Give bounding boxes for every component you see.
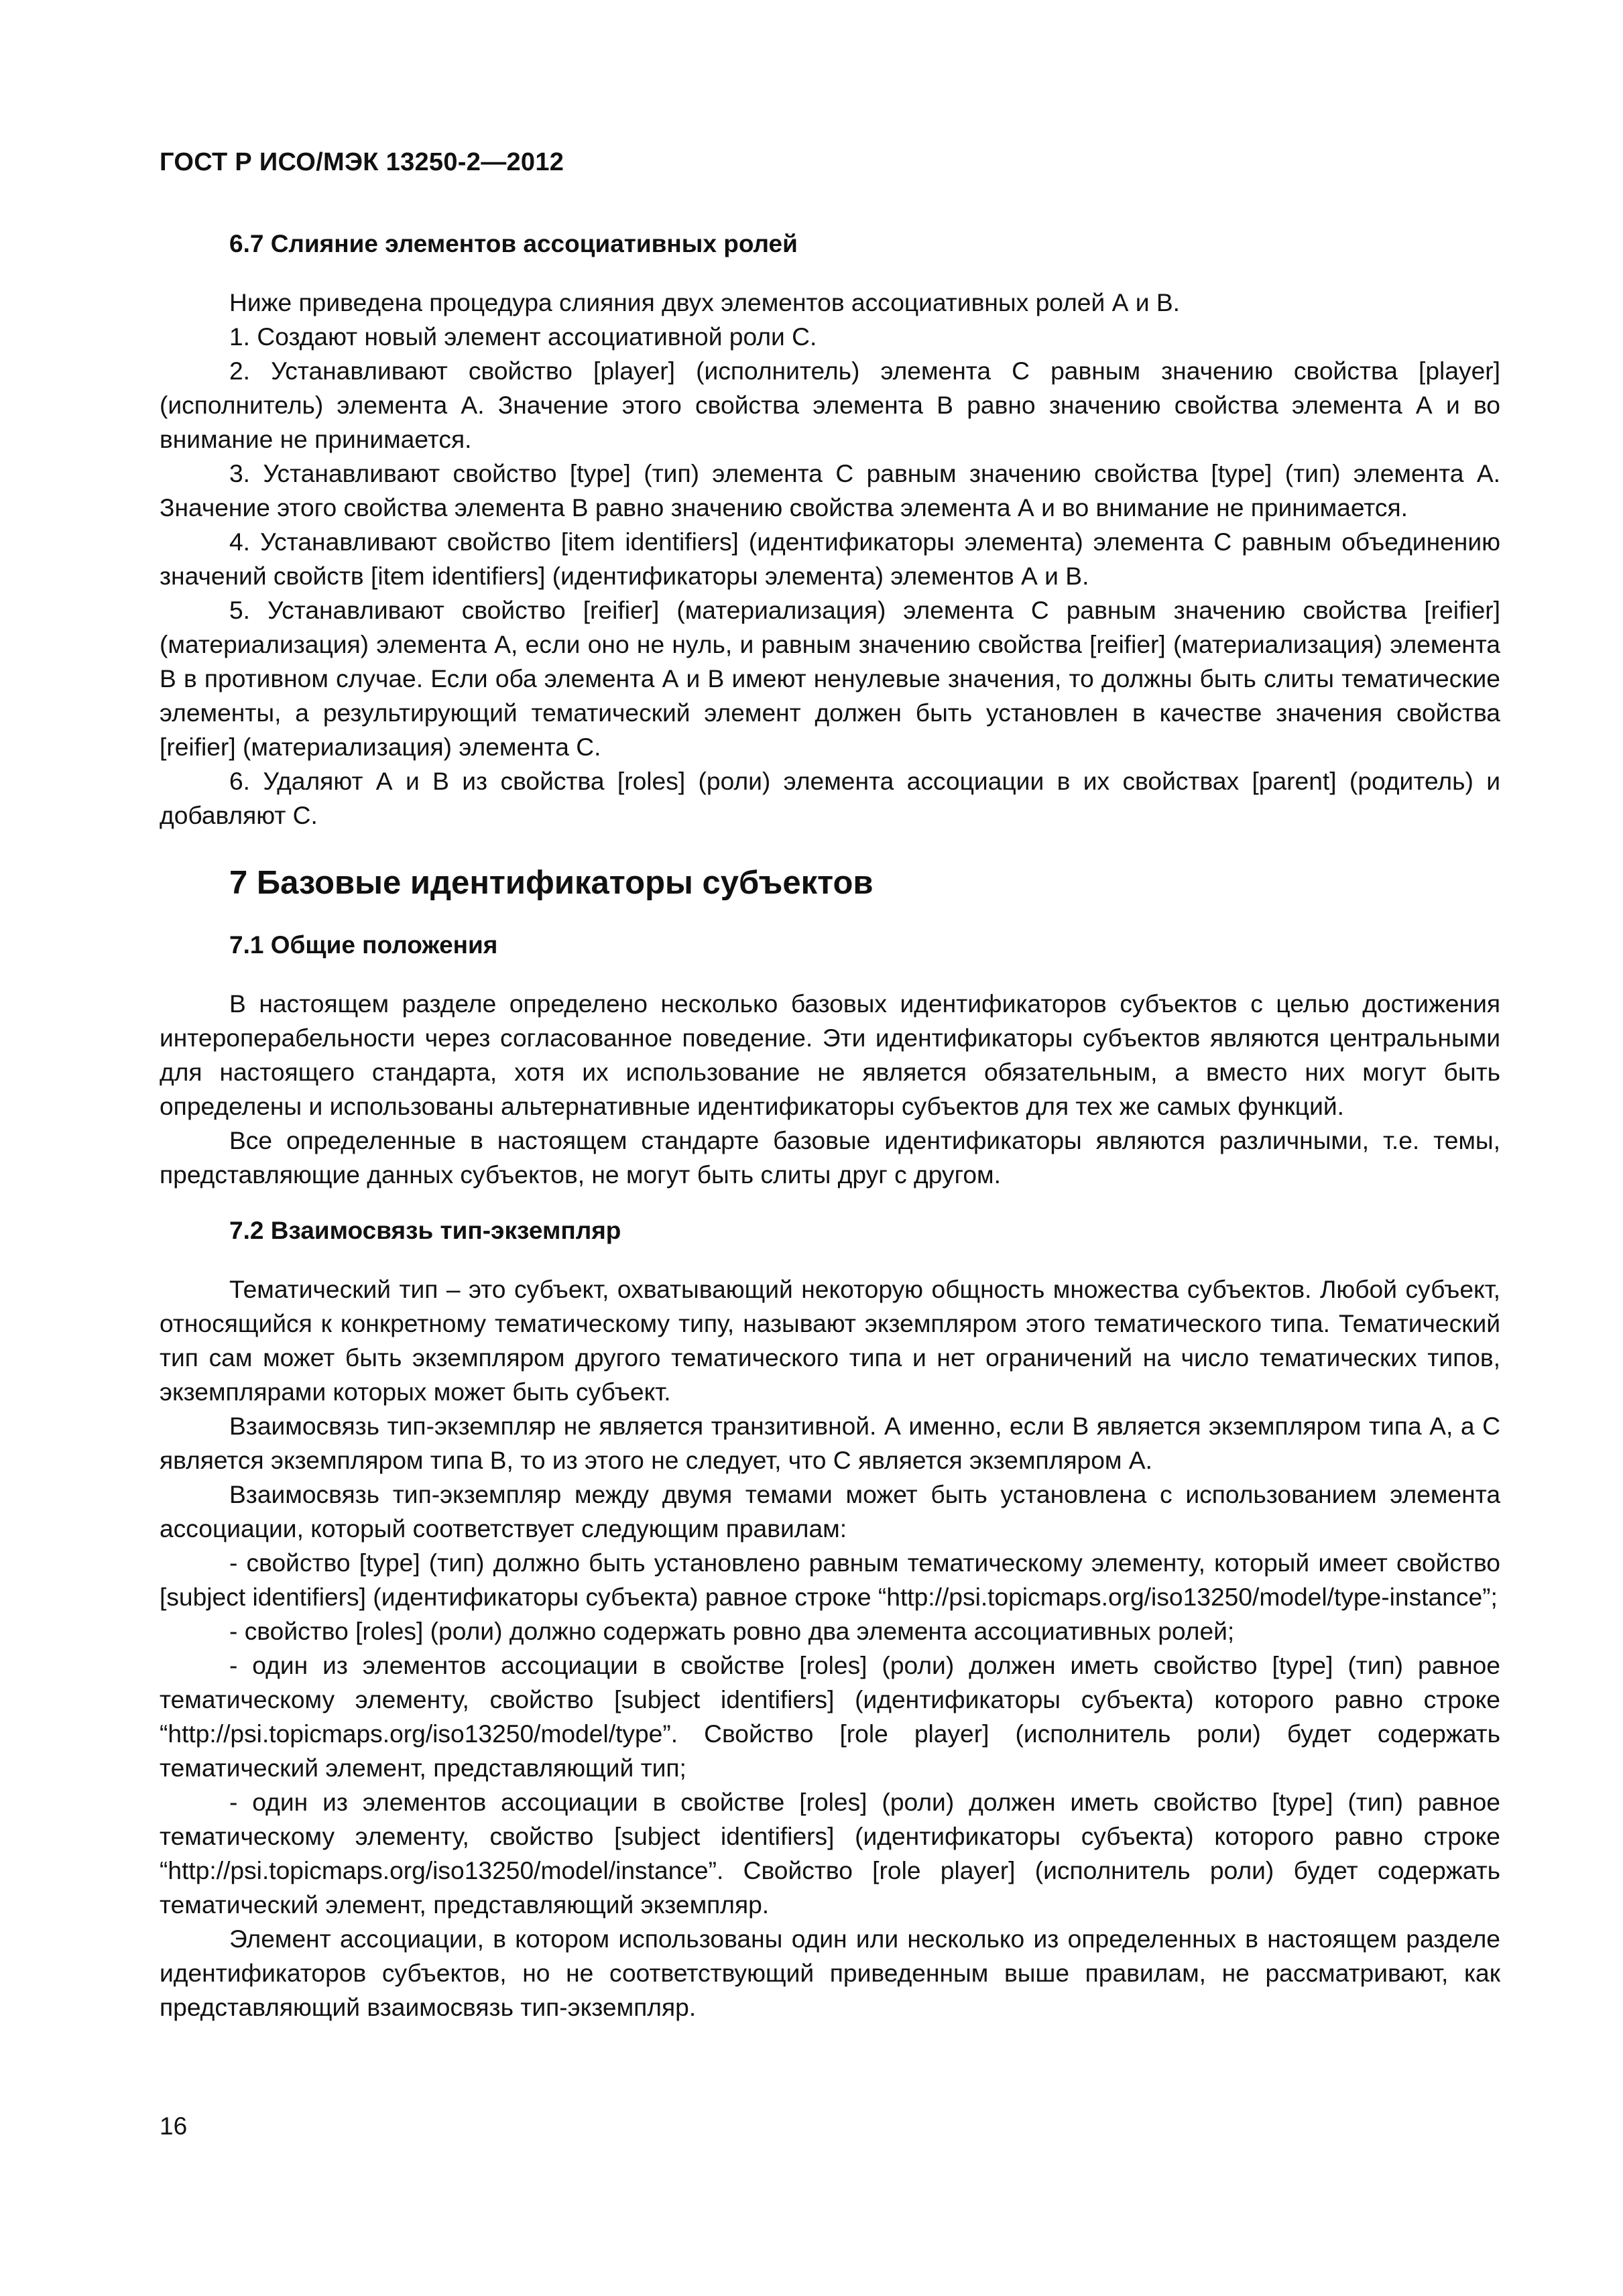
list-item: - один из элементов ассоциации в свойстве [roles] (роли) должен иметь свойство [type] (тип) равное тематическому элементу, свойство [subject identifiers] (идентификаторы субъекта) которого равно строке “http://psi.topicmaps.org/iso13250/model/instance”. Свойство [role player] (исполнитель роли) будет содержать тематический элемент, представляющий экземпляр.	[160, 1788, 1500, 1919]
paragraph: Ниже приведена процедура слияния двух элементов ассоциативных ролей А и В.	[229, 288, 1180, 316]
list-item: 6. Удаляют А и В из свойства [roles] (роли) элемента ассоциации в их свойствах [parent] (родитель) и добавляют С.	[160, 767, 1500, 829]
paragraph: Все определенные в настоящем стандарте базовые идентификаторы являются различными, т.е. темы, представляющие данных субъектов, не могут быть слиты друг с другом.	[160, 1126, 1500, 1189]
paragraph: Взаимосвязь тип-экземпляр не является транзитивной. А именно, если В является экземпляром типа А, а С является экземпляром типа В, то из этого не следует, что С является экземпляром А.	[160, 1412, 1500, 1474]
section-6-7	[160, 229, 1500, 833]
list-item: 5. Устанавливают свойство [reifier] (материализация) элемента С равным значению свойства [reifier] (материализация) элемента А, если оно не нуль, и равным значению свойства [reifier] (материализация) элемента В в противном случае. Если оба элемента А и В имеют ненулевые значения, то должны быть слиты тематические элементы, а результирующий тематический элемент должен быть установлен в качестве значения свойства [reifier] (материализация) элемента С.	[160, 596, 1500, 761]
paragraph: Взаимосвязь тип-экземпляр между двумя темами может быть установлена с использованием элемента ассоциации, который соответствует следующим правилам:	[160, 1480, 1500, 1543]
list-item: - один из элементов ассоциации в свойстве [roles] (роли) должен иметь свойство [type] (тип) равное тематическому элементу, свойство [subject identifiers] (идентификаторы субъекта) которого равно строке “http://psi.topicmaps.org/iso13250/model/type”. Свойство [role player] (исполнитель роли) будет содержать тематический элемент, представляющий тип;	[160, 1651, 1500, 1782]
list-item: 2. Устанавливают свойство [player] (исполнитель) элемента С равным значению свойства [player] (исполнитель) элемента А. Значение этого свойства элемента В равно значению свойства элемента А и во внимание не принимается.	[160, 357, 1500, 453]
page-number: 16	[160, 2112, 188, 2140]
spacer	[160, 1192, 1500, 1216]
section-heading: 7.2 Взаимосвязь тип-экземпляр	[229, 1217, 621, 1244]
list-item: 1. Создают новый элемент ассоциативной роли С.	[229, 322, 817, 351]
section-heading: 6.7 Слияние элементов ассоциативных ролей	[229, 230, 798, 257]
section-7-2	[160, 1216, 1500, 2025]
paragraph: В настоящем разделе определено несколько базовых идентификаторов субъектов с целью достижения интероперабельности через согласованное поведение. Эти идентификаторы субъектов являются центральными для настоящего стандарта, хотя их использование не является обязательным, а вместо них могут быть определены и использованы альтернативные идентификаторы субъектов для тех же самых функций.	[160, 989, 1500, 1120]
document-header: ГОСТ Р ИСО/МЭК 13250-2—2012	[160, 148, 564, 176]
list-item: 4. Устанавливают свойство [item identifiers] (идентификаторы элемента) элемента С равным объединению значений свойств [item identifiers] (идентификаторы элемента) элементов А и В.	[160, 528, 1500, 590]
list-item: - свойство [roles] (роли) должно содержать ровно два элемента ассоциативных ролей;	[229, 1617, 1235, 1645]
paragraph: Элемент ассоциации, в котором использованы один или несколько из определенных в настоящем разделе идентификаторов субъектов, но не соответствующий приведенным выше правилам, не рассматривают, как представляющий взаимосвязь тип-экземпляр.	[160, 1925, 1500, 2021]
paragraph: Тематический тип – это субъект, охватывающий некоторую общность множества субъектов. Любой субъект, относящийся к конкретному тематическому типу, называют экземпляром этого тематического типа. Тематический тип сам может быть экземпляром другого тематического типа и нет ограничений на число тематических типов, экземплярами которых может быть субъект.	[160, 1275, 1500, 1406]
section-7-1	[160, 930, 1500, 1192]
list-item: 3. Устанавливают свойство [type] (тип) элемента С равным значению свойства [type] (тип) элемента А. Значение этого свойства элемента В равно значению свойства элемента А и во внимание не принимается.	[160, 459, 1500, 522]
list-item: - свойство [type] (тип) должно быть установлено равным тематическому элементу, который имеет свойство [subject identifiers] (идентификаторы субъекта) равное строке “http://psi.topicmaps.org/iso13250/model/type-instance”;	[160, 1549, 1500, 1611]
section-heading: 7.1 Общие положения	[229, 931, 498, 959]
document-page	[160, 147, 1500, 2025]
chapter-heading: 7 Базовые идентификаторы субъектов	[229, 865, 874, 901]
